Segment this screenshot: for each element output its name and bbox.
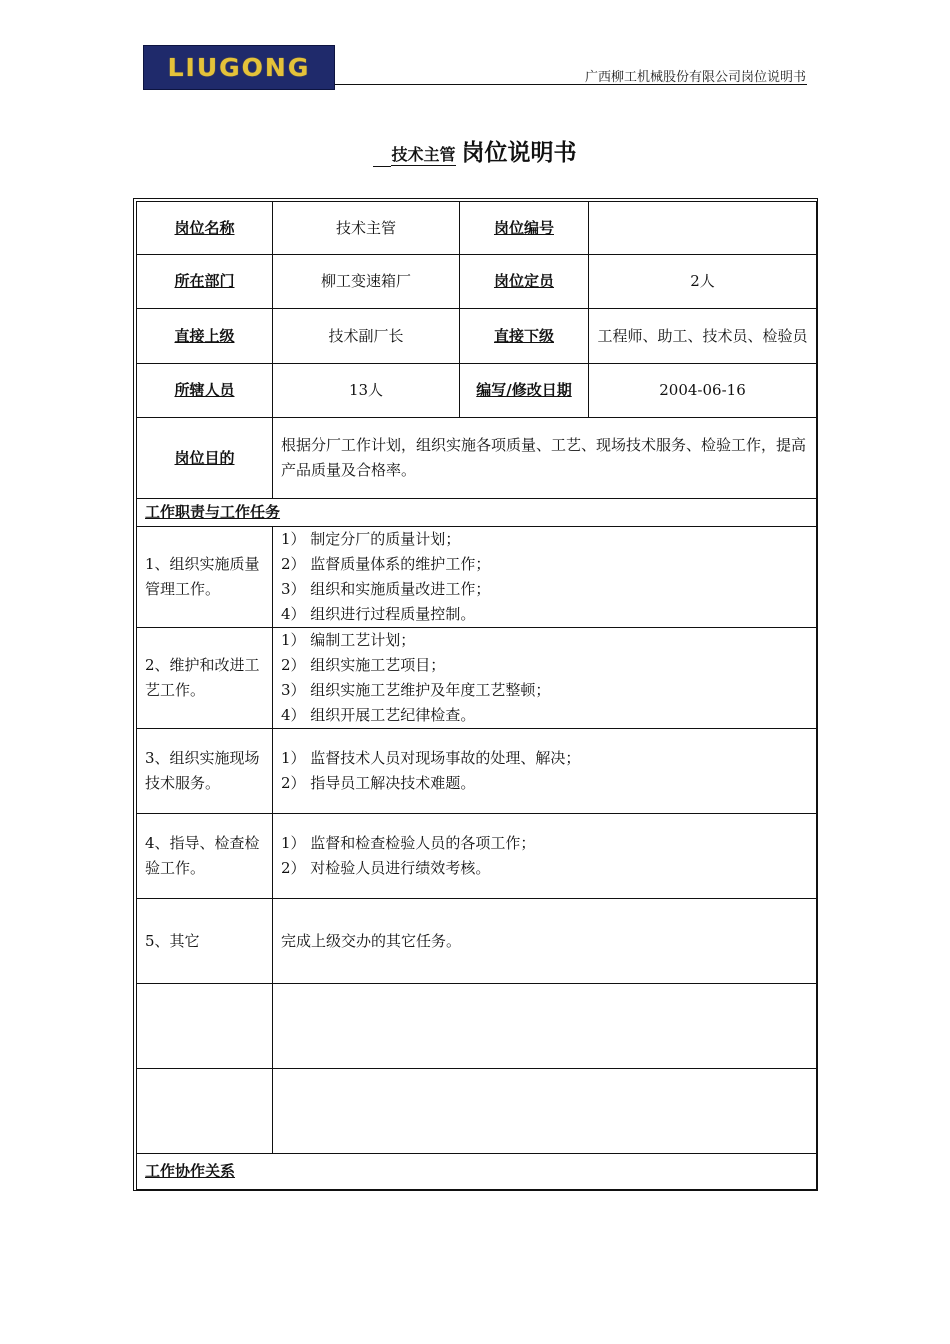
superior-label: 直接上级 — [137, 309, 273, 364]
duty-title: 1、组织实施质量管理工作。 — [137, 527, 273, 628]
title-main: 岗位说明书 — [461, 140, 577, 166]
duty-row — [137, 527, 817, 628]
name-label: 岗位名称 — [137, 202, 273, 255]
logo-text: LIUGONG — [167, 53, 311, 82]
date-value: 2004-06-16 — [589, 364, 817, 418]
duties-heading: 工作职责与工作任务 — [137, 499, 817, 527]
duty-row — [137, 814, 817, 899]
duty-title: 4、指导、检查检验工作。 — [137, 814, 273, 899]
name-value: 技术主管 — [273, 202, 460, 255]
empty-cell — [273, 1069, 817, 1154]
subordinate-label: 直接下级 — [460, 309, 589, 364]
duty-title: 5、其它 — [137, 899, 273, 984]
duty-title: 3、组织实施现场技术服务。 — [137, 729, 273, 814]
task-item: 4） 组织开展工艺纪律检查。 — [281, 706, 476, 724]
row-superior — [137, 309, 817, 364]
row-cooperation-heading — [137, 1154, 817, 1190]
staff-label: 所辖人员 — [137, 364, 273, 418]
empty-row — [137, 984, 817, 1069]
purpose-label: 岗位目的 — [137, 418, 273, 499]
title-blank — [373, 146, 391, 167]
superior-value: 技术副厂长 — [273, 309, 460, 364]
task-item: 2） 对检验人员进行绩效考核。 — [281, 859, 491, 877]
duty-row — [137, 729, 817, 814]
task-item: 2） 监督质量体系的维护工作； — [281, 555, 491, 573]
task-item: 3） 组织实施工艺维护及年度工艺整顿； — [281, 681, 551, 699]
duty-row — [137, 628, 817, 729]
code-value — [589, 202, 817, 255]
cooperation-heading: 工作协作关系 — [137, 1154, 817, 1190]
row-duties-heading — [137, 499, 817, 527]
task-item: 1） 制定分厂的质量计划； — [281, 530, 461, 548]
page-title — [0, 134, 950, 167]
duty-tasks — [273, 729, 817, 814]
task-item: 1） 监督和检查检验人员的各项工作； — [281, 834, 536, 852]
row-name — [137, 202, 817, 255]
purpose-value: 根据分厂工作计划，组织实施各项质量、工艺、现场技术服务、检验工作，提高产品质量及合格率。 — [273, 418, 817, 499]
empty-cell — [137, 1069, 273, 1154]
staff-value: 13人 — [273, 364, 460, 418]
task-item: 1） 编制工艺计划； — [281, 631, 416, 649]
task-item: 完成上级交办的其它任务。 — [281, 931, 462, 950]
code-label: 岗位编号 — [460, 202, 589, 255]
dept-value: 柳工变速箱厂 — [273, 255, 460, 309]
duty-title: 2、维护和改进工艺工作。 — [137, 628, 273, 729]
task-item: 1） 监督技术人员对现场事故的处理、解决； — [281, 749, 581, 767]
duty-tasks — [273, 814, 817, 899]
task-item: 3） 组织和实施质量改进工作； — [281, 580, 491, 598]
subordinate-value: 工程师、助工、技术员、检验员 — [589, 309, 817, 364]
row-staff — [137, 364, 817, 418]
quota-label: 岗位定员 — [460, 255, 589, 309]
date-label: 编写/修改日期 — [460, 364, 589, 418]
duty-tasks — [273, 527, 817, 628]
empty-cell — [273, 984, 817, 1069]
logo-plate — [155, 55, 323, 81]
title-post: 技术主管 — [391, 145, 456, 164]
job-description-table — [136, 201, 817, 1190]
row-dept — [137, 255, 817, 309]
row-purpose — [137, 418, 817, 499]
task-item: 2） 组织实施工艺项目； — [281, 656, 446, 674]
empty-cell — [137, 984, 273, 1069]
empty-row — [137, 1069, 817, 1154]
liugong-logo — [143, 45, 335, 90]
duty-tasks — [273, 628, 817, 729]
header-company-doc: 广西柳工机械股份有限公司岗位说明书 — [584, 70, 806, 85]
duty-tasks — [273, 899, 817, 984]
task-item: 2） 指导员工解决技术难题。 — [281, 774, 476, 792]
task-item: 4） 组织进行过程质量控制。 — [281, 605, 476, 623]
quota-value: 2人 — [589, 255, 817, 309]
dept-label: 所在部门 — [137, 255, 273, 309]
duty-row — [137, 899, 817, 984]
